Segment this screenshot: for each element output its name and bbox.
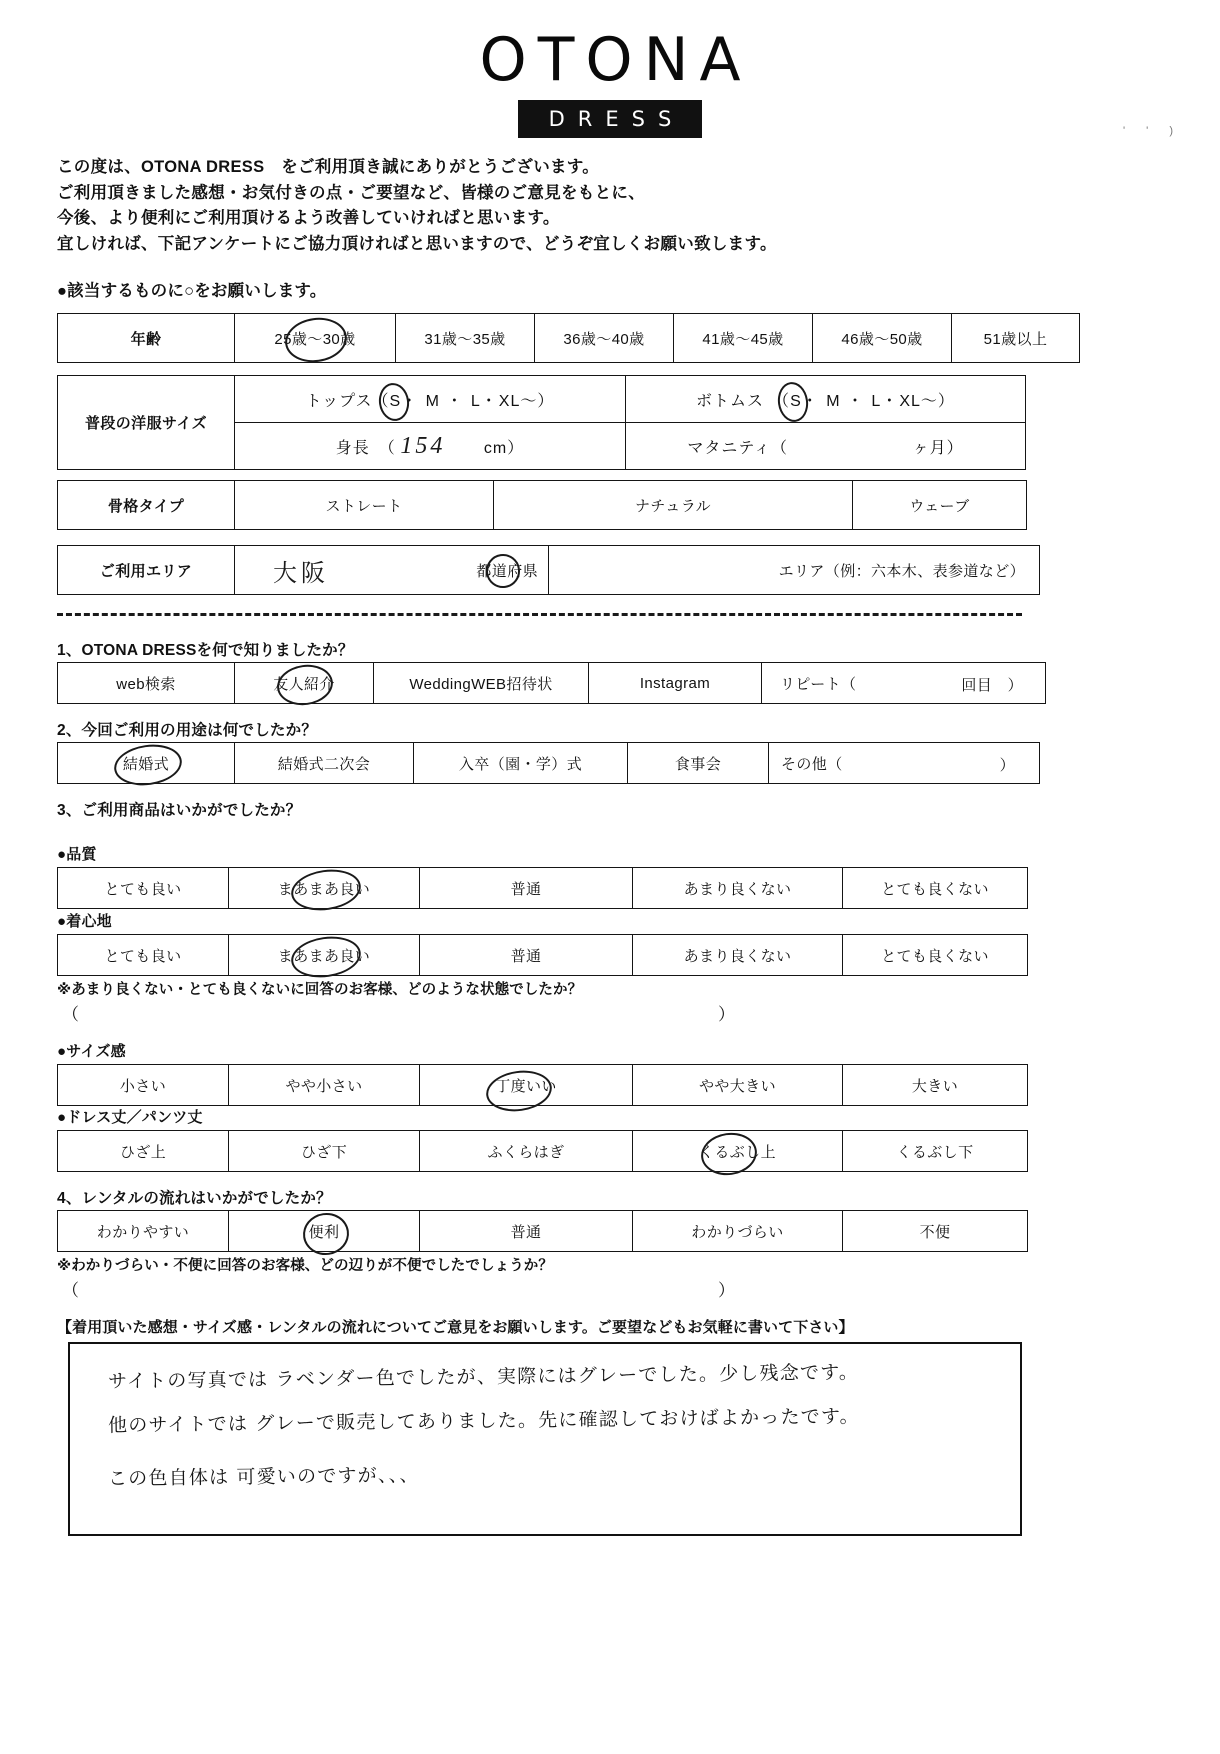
comfort-option-0[interactable]: とても良い: [58, 935, 229, 976]
q3-fit-table-wrap: [57, 1064, 1028, 1106]
q3-comfort-table-wrap: [57, 934, 1028, 976]
q4-note-close: ）: [718, 1281, 735, 1300]
q1-option-wedding-web[interactable]: WeddingWEB招待状: [374, 663, 589, 704]
q3-fit-table: [57, 1064, 1028, 1106]
age-label: 年齢: [58, 314, 235, 363]
q2-option-dinner[interactable]: 食事会: [628, 743, 769, 784]
height-label: 身長 （: [335, 439, 396, 457]
q3-comfort-table: [57, 934, 1028, 976]
height-unit: cm）: [483, 439, 525, 457]
q1-title: 1、OTONA DRESSを何で知りましたか？: [57, 642, 354, 659]
tops-option-s[interactable]: S: [389, 392, 402, 410]
length-option-1[interactable]: ひざ下: [229, 1131, 420, 1172]
quality-option-1[interactable]: [229, 868, 420, 909]
bottoms-option-m[interactable]: M: [826, 392, 841, 410]
area-table: [57, 545, 1040, 595]
table-row: [58, 935, 1028, 976]
q4-table-wrap: [57, 1210, 1028, 1252]
length-option-3[interactable]: [633, 1131, 843, 1172]
q3-comfort-note-close: ）: [718, 1005, 735, 1024]
frame-type-label: 骨格タイプ: [58, 481, 235, 530]
frame-type-option-wave[interactable]: ウェーブ: [853, 481, 1027, 530]
q3-comfort-label: ●着心地: [57, 913, 112, 930]
intro-line-2: ご利用頂きました感想・お気付きの点・ご要望など、皆様のご意見をもとに、: [57, 183, 645, 202]
q2-table-wrap: [57, 742, 1040, 784]
q1-table-wrap: [57, 662, 1046, 704]
q3-quality-table: [57, 867, 1028, 909]
q4-option-0[interactable]: わかりやすい: [58, 1211, 229, 1252]
free-comment-line-2: 他のサイトでは グレーで販売してありました。先に確認しておけばよかったです。: [107, 1405, 860, 1437]
q3-length-table: [57, 1130, 1028, 1172]
q1-option-instagram[interactable]: Instagram: [589, 663, 762, 704]
q2-option-wedding[interactable]: [58, 743, 235, 784]
q4-option-2[interactable]: 普通: [420, 1211, 633, 1252]
q2-other-suffix: ）: [999, 757, 1015, 774]
quality-option-0[interactable]: とても良い: [58, 868, 229, 909]
comfort-option-3[interactable]: あまり良くない: [633, 935, 843, 976]
quality-option-2[interactable]: 普通: [420, 868, 633, 909]
area-hint[interactable]: エリア（例：六本木、表参道など）: [549, 546, 1040, 595]
q3-quality-label: ●品質: [57, 846, 97, 863]
table-row: [58, 1065, 1028, 1106]
q4-option-1[interactable]: [229, 1211, 420, 1252]
fit-option-2[interactable]: [420, 1065, 633, 1106]
free-comment-title: 【着用頂いた感想・サイズ感・レンタルの流れについてご意見をお願いします。ご要望などもお気軽に書いて下さい】: [57, 1319, 854, 1336]
bottoms-option-l[interactable]: L: [871, 392, 882, 410]
q1-option-referral[interactable]: [235, 663, 374, 704]
tops-option-l[interactable]: L: [470, 392, 481, 410]
prefecture-value: 大阪: [273, 558, 329, 587]
q3-quality-table-wrap: [57, 867, 1028, 909]
quality-option-3[interactable]: あまり良くない: [633, 868, 843, 909]
bottoms-label: ボトムス （: [696, 392, 791, 410]
q4-option-4[interactable]: 不便: [843, 1211, 1028, 1252]
length-option-4[interactable]: くるぶし下: [843, 1131, 1028, 1172]
clothing-size-table: [57, 375, 1026, 470]
table-row: [58, 743, 1040, 784]
length-option-2[interactable]: ふくらはぎ: [420, 1131, 633, 1172]
age-option-4[interactable]: 46歳〜50歳: [813, 314, 952, 363]
scan-artifact-mark: ' ' ): [1123, 125, 1182, 137]
q1-option-repeat[interactable]: [762, 663, 1046, 704]
intro-paragraph: [57, 155, 1057, 257]
tops-label: トップス（: [305, 392, 390, 410]
tops-size-cell[interactable]: トップス（S・ M ・ L・XL〜）: [235, 376, 626, 423]
intro-line-1: この度は、OTONA DRESS をご利用頂き誠にありがとうございます。: [57, 158, 600, 176]
area-table-wrap: [57, 545, 1040, 595]
frame-type-option-straight[interactable]: ストレート: [235, 481, 494, 530]
free-comment-line-1: サイトの写真では ラベンダー色でしたが、実際にはグレーでした。少し残念です。: [107, 1361, 860, 1393]
table-row: [58, 663, 1046, 704]
q3-length-label: ●ドレス丈／パンツ丈: [57, 1109, 203, 1126]
quality-option-1-label: まあまあ良い: [277, 880, 371, 898]
q3-comfort-note: ※あまり良くない・とても良くないに回答のお客様、どのような状態でしたか？: [57, 982, 583, 998]
q4-title: 4、レンタルの流れはいかがでしたか？: [57, 1190, 332, 1207]
brand-name: OTONA: [479, 25, 752, 95]
age-option-1[interactable]: 31歳〜35歳: [396, 314, 535, 363]
frame-type-table-wrap: [57, 480, 1027, 530]
q4-note-open: （: [62, 1281, 79, 1300]
table-row: [58, 546, 1040, 595]
table-row: [58, 376, 1026, 423]
q1-option-web[interactable]: web検索: [58, 663, 235, 704]
comfort-option-2[interactable]: 普通: [420, 935, 633, 976]
table-row: [58, 1131, 1028, 1172]
fit-option-2-label: 丁度いい: [495, 1077, 557, 1095]
age-table: [57, 313, 1080, 363]
q4-option-1-label: 便利: [308, 1223, 340, 1241]
instruction-text: ●該当するものに○をお願いします。: [57, 282, 327, 300]
tops-option-xl[interactable]: XL〜: [498, 392, 538, 410]
age-option-3[interactable]: 41歳〜45歳: [674, 314, 813, 363]
bottoms-size-cell[interactable]: ボトムス （S・ M ・ L・XL〜）: [626, 376, 1026, 423]
clothing-size-table-wrap: [57, 375, 1026, 470]
fit-option-0[interactable]: 小さい: [58, 1065, 229, 1106]
fit-option-1[interactable]: やや小さい: [229, 1065, 420, 1106]
q2-option-ceremony[interactable]: 入卒（園・学）式: [414, 743, 628, 784]
comfort-option-4[interactable]: とても良くない: [843, 935, 1028, 976]
q2-option-other-label: その他（: [781, 755, 843, 773]
maternity-unit: ヶ月）: [912, 439, 964, 457]
frame-type-option-natural[interactable]: ナチュラル: [494, 481, 853, 530]
q2-title: 2、今回ご利用の用途は何でしたか？: [57, 722, 318, 739]
q2-option-wedding-label: 結婚式: [122, 755, 170, 773]
bottoms-option-s[interactable]: S: [790, 392, 802, 410]
q4-table: [57, 1210, 1028, 1252]
q1-option-repeat-label: リピート（: [780, 675, 857, 693]
q3-fit-label: ●サイズ感: [57, 1043, 126, 1060]
q3-comfort-note-open: （: [62, 1005, 79, 1024]
table-row: [58, 314, 1080, 363]
area-label: ご利用エリア: [58, 546, 235, 595]
height-value: 154: [400, 432, 446, 459]
table-row: [58, 481, 1027, 530]
q1-option-referral-label: 友人紹介: [273, 675, 335, 693]
quality-option-4[interactable]: とても良くない: [843, 868, 1028, 909]
age-option-2[interactable]: 36歳〜40歳: [535, 314, 674, 363]
fit-option-3[interactable]: やや大きい: [633, 1065, 843, 1106]
brand-logo: [0, 25, 1220, 138]
intro-line-4: 宜しければ、下記アンケートにご協力頂ければと思いますので、どうぞ宜しくお願い致します。: [57, 234, 777, 253]
q4-option-3[interactable]: わかりづらい: [633, 1211, 843, 1252]
q3-title: 3、ご利用商品はいかがでしたか？: [57, 802, 302, 819]
q4-note: ※わかりづらい・不便に回答のお客様、どの辺りが不便でしたでしょうか？: [57, 1258, 553, 1274]
maternity-cell[interactable]: [626, 423, 1026, 470]
tops-option-m[interactable]: M: [425, 392, 440, 410]
frame-type-table: [57, 480, 1027, 530]
free-comment-box[interactable]: [68, 1342, 1022, 1536]
q2-option-afterparty[interactable]: 結婚式二次会: [235, 743, 414, 784]
age-option-0[interactable]: [235, 314, 396, 363]
prefecture-cell[interactable]: [235, 546, 549, 595]
brand-subtitle: DRESS: [518, 100, 703, 138]
q1-table: [57, 662, 1046, 704]
length-option-0[interactable]: ひざ上: [58, 1131, 229, 1172]
clothing-size-label: 普段の洋服サイズ: [58, 376, 235, 470]
q1-repeat-suffix: 回目 ）: [961, 677, 1023, 694]
table-row: [58, 1211, 1028, 1252]
section-divider: [57, 613, 1022, 616]
maternity-label: マタニティ（: [687, 439, 789, 457]
q3-length-table-wrap: [57, 1130, 1028, 1172]
free-comment-line-3: この色自体は 可愛いのですが、、、: [107, 1464, 420, 1490]
comfort-option-1-label: まあまあ良い: [277, 947, 371, 965]
age-option-0-label: 25歳〜30歳: [274, 330, 356, 348]
table-row: [58, 868, 1028, 909]
comfort-option-1[interactable]: [229, 935, 420, 976]
q2-option-other[interactable]: [769, 743, 1040, 784]
fit-option-4[interactable]: 大きい: [843, 1065, 1028, 1106]
bottoms-option-xl[interactable]: XL〜: [899, 392, 938, 410]
age-table-wrap: [57, 313, 1080, 363]
q2-table: [57, 742, 1040, 784]
length-option-3-label: くるぶし上: [698, 1143, 776, 1161]
prefecture-suffix-label: 都道府県: [476, 563, 538, 580]
age-option-5[interactable]: 51歳以上: [952, 314, 1080, 363]
height-cell[interactable]: [235, 423, 626, 470]
intro-line-3: 今後、より便利にご利用頂けるよう改善していければと思います。: [57, 209, 560, 227]
